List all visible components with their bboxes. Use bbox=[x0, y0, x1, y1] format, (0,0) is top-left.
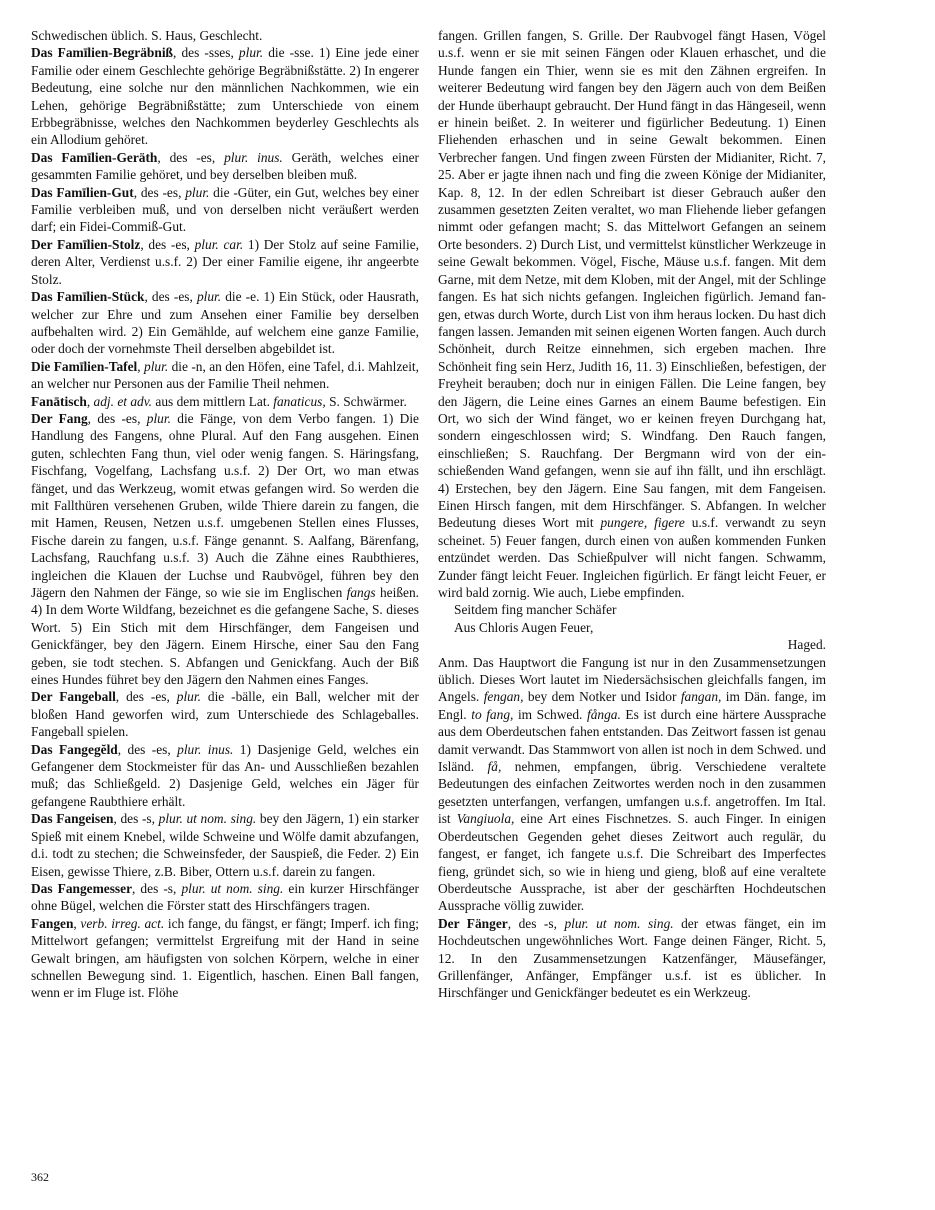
headword: Das Famīlien-Gut bbox=[31, 184, 134, 200]
entry-text: Geräth, welches einer gesammten Familie gehöret, und bey derselben bleiben muß. bbox=[31, 149, 419, 183]
headword: Das Famīlien-Begräbniß bbox=[31, 45, 173, 61]
entry-text: , bbox=[137, 358, 145, 374]
dictionary-entry bbox=[31, 880, 419, 915]
entry-text: , des -es, bbox=[140, 236, 195, 252]
italic-text: plur. ut nom. sing. bbox=[158, 811, 257, 827]
entry-text: Aus Chloris Augen Feuer, bbox=[454, 619, 594, 635]
entry-text: , des -es, bbox=[117, 741, 178, 757]
headword: Das Fangegĕld bbox=[31, 741, 118, 757]
headword: Das Fangeisen bbox=[31, 811, 114, 827]
dictionary-entry bbox=[31, 741, 419, 811]
entry-text: die -sse. 1) Eine jede einer Familie oder einem Geschlechte gehörige Begräbnißstätte. 2) In engerer Bedeutung, eine solche nur den männlichen Nachkommen, wie ein Lehen, gehörige Begräbnißstätte; zum Unterschiede von einem Erbbegräbnisse, welches den Nachkommen beyderley Geschlechts als ein Allodium gehöret. bbox=[31, 45, 420, 148]
entry-text: , des -s, bbox=[113, 811, 159, 827]
entry-text: , des -s, bbox=[132, 880, 182, 896]
italic-text: fanaticus, bbox=[273, 393, 326, 409]
entry-text: aus dem mittlern Lat. bbox=[152, 393, 274, 409]
dictionary-entry bbox=[31, 288, 419, 358]
italic-text: plur. ut nom. sing. bbox=[181, 880, 284, 896]
italic-text: få, bbox=[487, 759, 502, 775]
headword: Der Fänger bbox=[438, 915, 508, 931]
headword: Das Fangemesser bbox=[31, 880, 133, 896]
dictionary-entry bbox=[31, 915, 419, 1002]
entry-text: bey dem Notker und Isidor bbox=[523, 689, 681, 705]
entry-text: die -Güter, ein Gut, welches bey einer Familie verbleiben muß, und von derselben nicht veräußert werden darf; ein Fidei-Commiß-Gut. bbox=[31, 184, 419, 235]
italic-text: plur. bbox=[144, 358, 169, 374]
entry-text: , des -sses, bbox=[173, 45, 239, 61]
entry-text: nehmen, empfangen, übrig. Verschiedene veraltete Bedeutungen des einfachen Zeitwortes werden noch in den zusammen gesetzten unterfangen, verfangen, umfangen u.s.f. angetroffen. Im Ital. ist bbox=[438, 759, 826, 827]
entry-text: die -e. 1) Ein Stück, oder Hausrath, welcher zur Ehre und zum Ansehen einer Familie bey derselben aufbehalten wird. 2) Ein Gemählde, auf welchem eine ganze Familie, oder doch der vornehmste Theil derselben abgebildet ist. bbox=[31, 289, 420, 357]
verse-line bbox=[438, 601, 826, 618]
entry-text: die -n, an den Höfen, eine Tafel, d.i. Mahlzeit, an welcher nur Personen aus der Familie Theil nehmen. bbox=[31, 358, 420, 392]
entry-text: , des -es, bbox=[157, 149, 225, 165]
headword: Das Famīlien-Stück bbox=[31, 289, 145, 305]
italic-text: adj. et adv. bbox=[93, 393, 153, 409]
entry-text: ein kurzer Hirschfänger ohne Bügel, welchen die Förster statt des Hirschfängers tragen. bbox=[31, 880, 419, 914]
entry-text: die Fänge, von dem Verbo fangen. 1) Die Handlung des Fangens, ohne Plural. Auf den Fang ausgehen. Einen guten, schlechten Fang thun, viel oder wenig fangen. S. Häringsfang, Fischfang, Vogelfang, Lachsfang u.s.f. 2) Der Ort, wo man etwas fänget, und das Werkzeug, womit etwas gefangen wird. So werden die mit Fallthüren versehenen Gruben, wilde Thiere darein zu fangen, die mit Hamen, Reusen, Netzen u.s.f. umgebenen Stellen eines Flusses, Fische darein zu fangen, u.s.f. Fänge genannt. S. Aalfang, Bärenfang, Lachsfang, Rauchfang u.s.f. 3) Auch die Zähne eines Raubthieres, ingleichen die Klauen der Luchse und Raubvögel, führen bey den Jägern den Nahmen der Fänge, so wie sie im Englischen bbox=[31, 410, 420, 600]
entry-text: , des -es, bbox=[133, 184, 186, 200]
italic-text: plur. inus. bbox=[224, 149, 283, 165]
entry-text: , bbox=[73, 915, 81, 931]
headword: Das Famīlien-Geräth bbox=[31, 149, 158, 165]
headword: Fanātisch bbox=[31, 393, 87, 409]
italic-text: plur. bbox=[238, 45, 264, 61]
entry-text: Seitdem fing mancher Schäfer bbox=[454, 602, 617, 618]
entry-text: S. Schwärmer. bbox=[325, 393, 407, 409]
verse-line bbox=[438, 619, 826, 636]
entry-text: u.s.f. verwandt zu seyn scheinet. 5) Feuer fangen, durch einen von außen kommenden Funken entzündet werden. Das Schießpulver will nicht fangen. Schwamm, Zunder fängt leicht Feuer. Ingleichen figürlich. Er fängt leicht Feuer, er wird bald zornig. Wie auch, Liebe empfinden. bbox=[438, 515, 826, 600]
italic-text: plur. inus. bbox=[177, 741, 234, 757]
italic-text: fangs bbox=[346, 585, 376, 600]
dictionary-entry bbox=[438, 654, 826, 915]
entry-text: , bbox=[86, 393, 94, 409]
entry-text: eine Art eines Fischnetzes. S. auch Finger. In einigen Oberdeutschen Gegenden gehet dieses Zeitwort auch regulär, du fangest, er fanget, ich fangete u.s.f. Die Schreibart des Imperfectes fieng, gründet sich, so wie in hieng und gieng, bloß auf eine veraltete Oberdeutsche Aussprache, ist aber der geschärften Hochdeutschen Aussprache völlig zuwider. bbox=[438, 811, 827, 914]
italic-text: plur. car. bbox=[194, 236, 244, 252]
entry-text: die -bälle, ein Ball, welcher mit der bloßen Hand geworfen wird, zum Unterschiede des Schlageballes. Fangeball spielen. bbox=[31, 689, 419, 740]
entry-text: im Schwed. bbox=[513, 706, 587, 722]
verse-attribution bbox=[438, 636, 826, 653]
dictionary-entry bbox=[31, 810, 419, 880]
entry-text: , des -es, bbox=[115, 689, 177, 705]
entry-text: , des -s, bbox=[507, 915, 565, 931]
dictionary-entry bbox=[31, 236, 419, 288]
dictionary-entry bbox=[31, 184, 419, 236]
dictionary-entry bbox=[31, 149, 419, 184]
dictionary-entry bbox=[31, 688, 419, 740]
entry-text: 1) Dasjenige Geld, welches ein Gefangener dem Stockmeister für das An- und Ausschließen bezahlen muß; das Schließgeld. 2) Dasjenige Geld, welches ein Jäger für gefangene Raubthiere erhält. bbox=[31, 741, 419, 809]
italic-text: fangan, bbox=[680, 689, 722, 705]
italic-text: verb. irreg. act. bbox=[80, 915, 165, 931]
entry-text: Haged. bbox=[787, 637, 826, 653]
italic-text: pungere, figere bbox=[600, 515, 685, 531]
headword: Der Famīlien-Stolz bbox=[31, 236, 141, 252]
dictionary-entry bbox=[31, 393, 419, 410]
right-column bbox=[438, 27, 826, 1002]
italic-text: plur. bbox=[185, 184, 210, 200]
entry-text: heißen. 4) In dem Worte Wildfang, bezeichnet es die gefangene Sache, S. dieses Wort. 5) Ein Stich mit dem Hirschfänger, dem Fangeisen und Genickfänger, bey den Jägern. Einem Hirsche, einer Sau den Fang geben, sie todt stechen. S. Abfangen und Genickfang. Auch der Biß eines Hundes führet bey den Jägern den Nahmen eines Fanges. bbox=[31, 585, 420, 688]
left-column bbox=[31, 27, 419, 1002]
dictionary-entry bbox=[31, 358, 419, 393]
dictionary-entry bbox=[31, 27, 419, 44]
headword: Die Famīlien-Tafel bbox=[31, 358, 138, 374]
italic-text: plur. bbox=[196, 289, 222, 305]
entry-text: Anm. Das Hauptwort die Fangung ist nur in den Zusammensetzungen üblich. Dieses Wort lautet im Niedersächsischen gleichfalls fangen, im Angels. bbox=[438, 654, 826, 705]
dictionary-entry bbox=[31, 410, 419, 689]
entry-text: Es ist durch eine härtere Aussprache aus dem Oberdeutschen fahen entstanden. Das Zeitwort fassen ist genau damit verwandt. Das Stammwort von allen ist noch in dem Schwed. und Isländ. bbox=[438, 706, 827, 775]
headword: Fangen bbox=[31, 915, 74, 931]
italic-text: to fang, bbox=[471, 706, 514, 722]
entry-text: bey den Jägern, 1) ein starker Spieß mit einem Knebel, wilde Schweine und Wölfe damit abzufangen, d.i. todt zu stechen; die Schweinsfeder, der Sauspieß, die Feder. 2) Ein Eisen, gewisse Thiere, z.B. Biber, Ottern u.s.f. darein zu fangen. bbox=[31, 811, 419, 879]
italic-text: plur. bbox=[176, 689, 201, 705]
dictionary-entry bbox=[438, 915, 826, 1002]
dictionary-entry bbox=[438, 27, 826, 601]
entry-text: im Dän. fange, im Engl. bbox=[438, 689, 826, 722]
entry-text: 1) Der Stolz auf seine Familie, deren Alter, Verdienst u.s.f. 2) Der einer Familie eigene, ihr angeerbte Stolz. bbox=[31, 236, 420, 287]
entry-text: fangen. Grillen fangen, S. Grille. Der Raubvogel fängt Hasen, Vögel u.s.f. wenn er sie mit seinen Fängen oder Klauen erhaschet, und die Hunde fangen ein Thier, wenn sie es mit den Zähnen ergreifen. In weiterer Bedeutung wird fangen bey den Jägern auch von dem Beißen der Hunde überhaupt gebraucht. Der Hund fängt in das Hängeseil, wenn er hinein beißet. 2. In weiterer und figürlicher Bedeutung. 1) Einen Fliehenden erhaschen und in seine Gewalt bekommen. Einen Verbrecher fangen. Und fingen zween Fürsten der Midianiter, Richt. 7, 25. Aber er jagte ihnen nach und fing die zween Könige der Midianiter, Kap. 8, 12. In der edlen Schreibart ist dieser Gebrauch außer den zusammen gesetzten Zeiten veraltet, wo man Fliehende lieber gefangen nimmt oder gefangen macht; S. das Mittelwort Gefangen an seinem Orte besonders. 2) Durch List, und vermittelst künstlicher Werkzeuge in seine Gewalt bekommen. Vögel, Fische, Mäuse u.s.f. fangen. Mit dem Garne, mit dem Netze, mit dem Kloben, mit der Angel, mit der Schlinge fangen. Es hat sich nichts gefangen. Ingleichen figürlich. Jemand fangen, etwas durch Worte, durch List von ihm heraus locken. Du hast dich fangen lassen. Jemanden mit seinen eigenen Worten fangen. Auch durch Schönheit, durch Reitze einnehmen, sich ergeben machen. Ihre Schönheit fing sein Herz, Judith 16, 11. 3) Einschließen, befestigen, der Freyheit berauben; doch nur in einigen Fällen. Die Leine fangen, bey den Jägern, die Leine eines Garnes an einem Baume befestigen. Ein Ort, wo sich der Wind fänget, wo er keinen freyen Durchgang hat, sondern eingeschlossen wird; S. Windfang. Den Rauch fangen, einschließen; S. Rauchfang. Der Bergmann wird von der einschießenden Wand gefangen, wenn sie auf ihn fällt, und ihn erschlägt. 4) Erstechen, bey den Jägern. Eine Sau fangen, mit dem Fangeisen. Einen Hirsch fangen, mit dem Hirschfänger. S. Abfangen. In welcher Bedeutung dieses Wort mit bbox=[438, 28, 826, 531]
entry-text: , des -es, bbox=[144, 289, 197, 305]
entry-text: Schwedischen üblich. S. Haus, Geschlecht. bbox=[31, 28, 263, 43]
italic-text: fånga. bbox=[586, 706, 621, 722]
headword: Der Fang bbox=[31, 410, 88, 426]
italic-text: fengan, bbox=[483, 689, 524, 705]
entry-text: , des -es, bbox=[87, 410, 147, 426]
headword: Der Fangeball bbox=[31, 689, 116, 705]
page-number: 362 bbox=[31, 1170, 49, 1184]
italic-text: plur. ut nom. sing. bbox=[564, 915, 674, 931]
italic-text: Vangiuola, bbox=[456, 811, 515, 827]
dictionary-entry bbox=[31, 44, 419, 148]
entry-text: der etwas fänget, ein im Hochdeutschen ungewöhnliches Wort. Fange deinen Fänger, Richt. 5, 12. In den Zusammensetzungen Katzenfänger, Mäusefänger, Grillenfänger, Anfänger, Empfänger u.s.f. ist es üblicher. In Hirschfänger und Genickfänger bedeutet es ein Werkzeug. bbox=[438, 915, 826, 1001]
italic-text: plur. bbox=[146, 410, 171, 426]
entry-text: ich fange, du fängst, er fängt; Imperf. ich fing; Mittelwort gefangen; vermittelst Ergreifung mit der Hand in seine Gewalt bringen, am häufigsten von solchen Körpern, welche in einer schnellen Bewegung sind. 1. Eigentlich, haschen. Einen Ball fangen, wenn er im Fluge ist. Flöhe bbox=[31, 915, 419, 1001]
